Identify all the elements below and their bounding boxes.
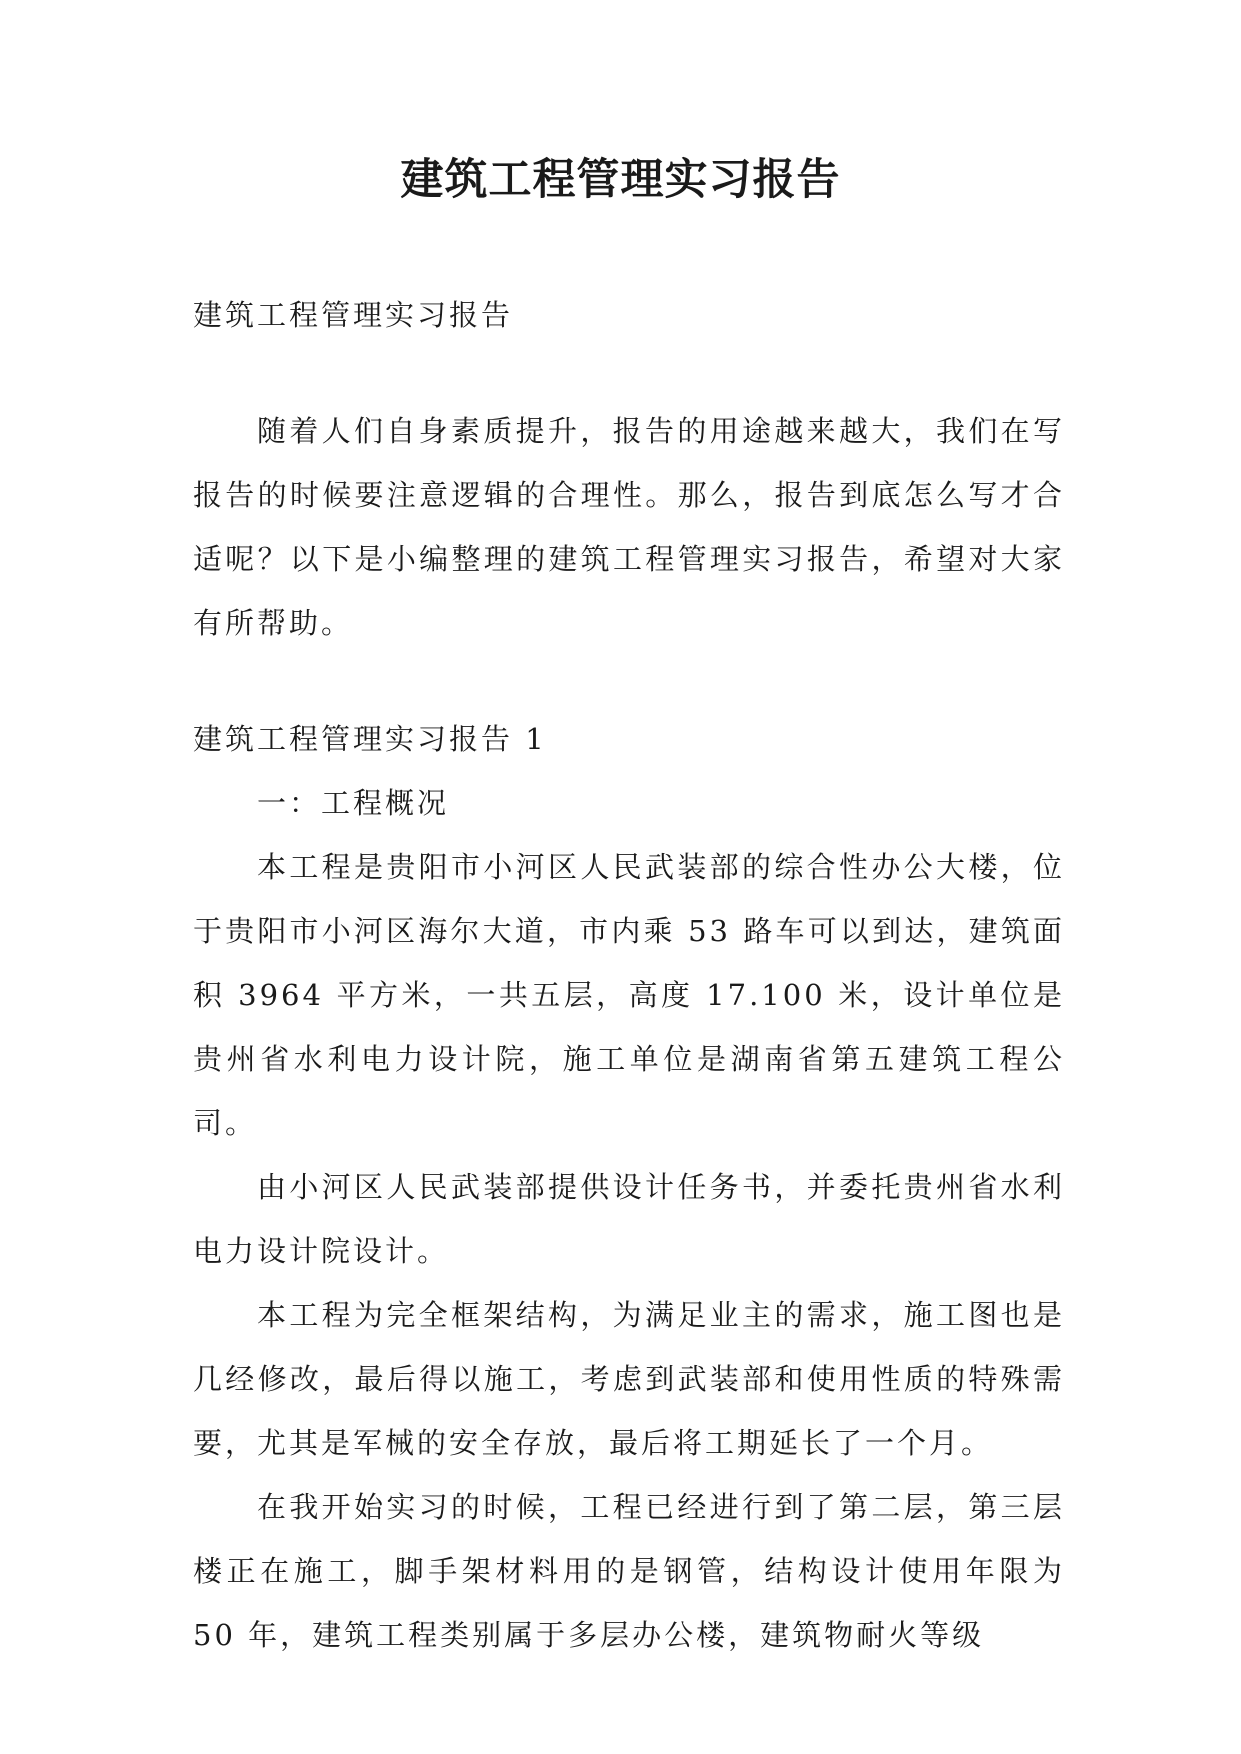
section-subheading: 一：工程概况 xyxy=(257,786,450,820)
body-paragraph: 由小河区人民武装部提供设计任务书，并委托贵州省水利电力设计院设计。 xyxy=(193,1170,1065,1268)
section-heading: 建筑工程管理实习报告 1 xyxy=(193,722,547,756)
document-title: 建筑工程管理实习报告 xyxy=(400,155,841,205)
body-paragraph: 在我开始实习的时候，工程已经进行到了第二层，第三层楼正在施工，脚手架材料用的是钢管，结构设计使用年限为 50 年，建筑工程类别属于多层办公楼，建筑物耐火等级 xyxy=(193,1490,1065,1652)
body-paragraph: 本工程是贵阳市小河区人民武装部的综合性办公大楼，位于贵阳市小河区海尔大道，市内乘 53 路车可以到达，建筑面积 3964 平方米，一共五层，高度 17.100 米，设计单位是贵州省水利电力设计院，施工单位是湖南省第五建筑工程公司。 xyxy=(193,850,1065,1140)
intro-paragraph: 随着人们自身素质提升，报告的用途越来越大，我们在写报告的时候要注意逻辑的合理性。那么，报告到底怎么写才合适呢？以下是小编整理的建筑工程管理实习报告，希望对大家有所帮助。 xyxy=(193,414,1065,640)
body-paragraph: 本工程为完全框架结构，为满足业主的需求，施工图也是几经修改，最后得以施工，考虑到武装部和使用性质的特殊需要，尤其是军械的安全存放，最后将工期延长了一个月。 xyxy=(193,1298,1065,1460)
document-body xyxy=(193,283,1065,1667)
document-subtitle: 建筑工程管理实习报告 xyxy=(193,298,514,332)
